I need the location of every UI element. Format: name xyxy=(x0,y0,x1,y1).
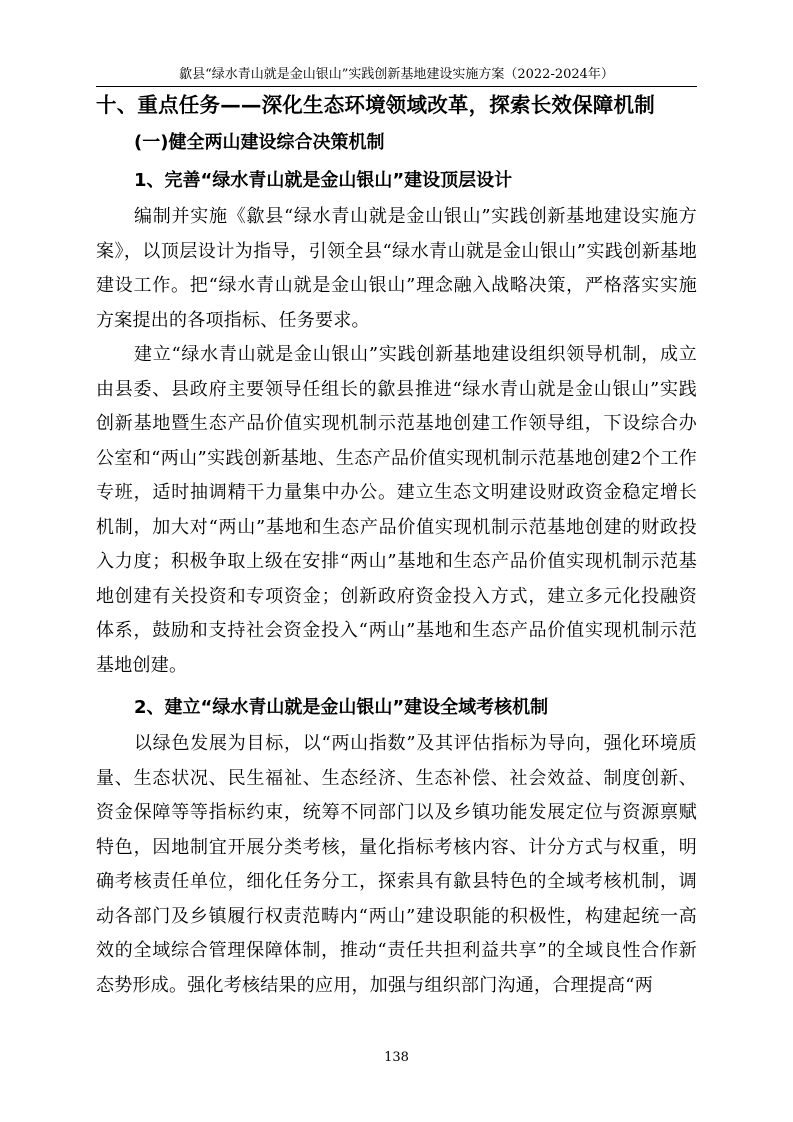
item-2-paragraph-1: 以绿色发展为目标，以“两山指数”及其评估指标为导向，强化环境质量、生态状况、民生福祉、生态经济、生态补偿、社会效益、制度创新、资金保障等等指标约束，统筹不同部门以及乡镇功能发展定位与资源禀赋特色，因地制宜开展分类考核，量化指标考核内容、计分方式与权重，明确考核责任单位，细化任务分工，探索具有歙县特色的全域考核机制，调动各部门及乡镇履行权责范畴内“两山”建设职能的积极性，构建起统一高效的全域综合管理保障体制，推动“责任共担利益共享”的全域良性合作新态势形成。强化考核结果的应用，加强与组织部门沟通，合理提高“两 xyxy=(96,733,697,996)
section-title: 十、重点任务——深化生态环境领域改革，探索长效保障机制 xyxy=(96,93,655,117)
page-number: 138 xyxy=(384,1050,409,1065)
running-header: 歙县“绿水青山就是金山银山”实践创新基地建设实施方案（2022-2024年） xyxy=(96,67,697,87)
subsection-title: (一)健全两山建设综合决策机制 xyxy=(134,132,385,153)
page-content xyxy=(96,90,697,1003)
item-1-heading: 1、完善“绿水青山就是金山银山”建设顶层设计 xyxy=(134,170,513,191)
item-2-heading: 2、建立“绿水青山就是金山银山”建设全域考核机制 xyxy=(134,697,549,718)
item-1-paragraph-1: 编制并实施《歙县“绿水青山就是金山银山”实践创新基地建设实施方案》，以顶层设计为指导，引领全县“绿水青山就是金山银山”实践创新基地建设工作。把“绿水青山就是金山银山”理念融入战略决策，严格落实实施方案提出的各项指标、任务要求。 xyxy=(96,206,697,331)
item-1-paragraph-2: 建立“绿水青山就是金山银山”实践创新基地建设组织领导机制，成立由县委、县政府主要领导任组长的歙县推进“绿水青山就是金山银山”实践创新基地暨生态产品价值实现机制示范基地创建工作领导组，下设综合办公室和“两山”实践创新基地、生态产品价值实现机制示范基地创建2个工作专班，适时抽调精干力量集中办公。建立生态文明建设财政资金稳定增长机制，加大对“两山”基地和生态产品价值实现机制示范基地创建的财政投入力度；积极争取上级在安排“两山”基地和生态产品价值实现机制示范基地创建有关投资和专项资金；创新政府资金投入方式，建立多元化投融资体系，鼓励和支持社会资金投入“两山”基地和生态产品价值实现机制示范基地创建。 xyxy=(96,344,697,676)
